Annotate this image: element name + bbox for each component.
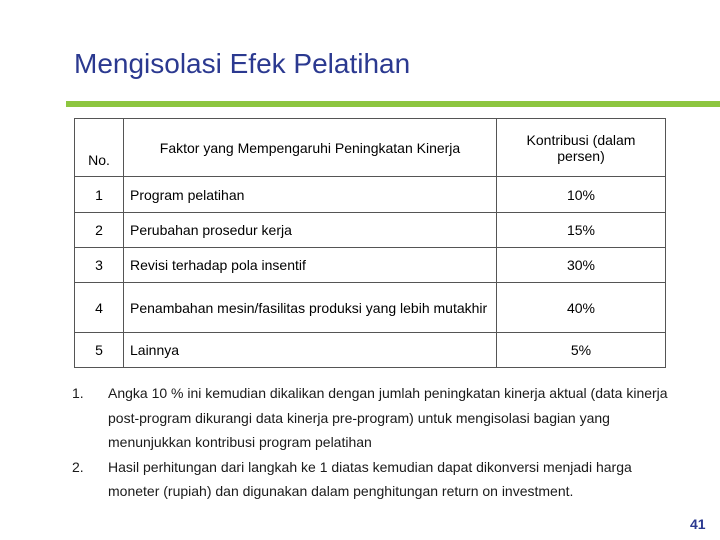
row-contribution: 40%	[497, 283, 666, 333]
row-contribution: 5%	[497, 333, 666, 368]
row-factor: Perubahan prosedur kerja	[124, 213, 497, 248]
row-number: 2	[75, 213, 124, 248]
row-factor: Lainnya	[124, 333, 497, 368]
row-contribution: 10%	[497, 177, 666, 213]
row-contribution: 15%	[497, 213, 666, 248]
note-text: Angka 10 % ini kemudian dikalikan dengan jumlah peningkatan kinerja aktual (data kinerja post-program dikurangi data kinerja pre-program) untuk mengisolasi bagian yang menunjukkan kontribusi program pelatihan	[108, 385, 668, 450]
table-row	[75, 213, 666, 248]
table-header-row	[75, 119, 666, 177]
note-number: 1.	[72, 385, 84, 401]
table-row	[75, 248, 666, 283]
note-item	[72, 381, 672, 455]
notes-list	[72, 381, 672, 504]
note-text: Hasil perhitungan dari langkah ke 1 diatas kemudian dapat dikonversi menjadi harga moneter (rupiah) dan digunakan dalam penghitungan return on investment.	[108, 458, 632, 499]
slide-title: Mengisolasi Efek Pelatihan	[74, 48, 411, 79]
row-number: 1	[75, 177, 124, 213]
header-contribution: Kontribusi (dalam persen)	[497, 119, 666, 177]
row-number: 5	[75, 333, 124, 368]
row-factor: Program pelatihan	[124, 177, 497, 213]
table-row	[75, 283, 666, 333]
table-row	[75, 177, 666, 213]
page-number: 41	[690, 516, 706, 532]
row-factor: Revisi terhadap pola insentif	[124, 248, 497, 283]
table-row	[75, 333, 666, 368]
row-number: 4	[75, 283, 124, 333]
row-factor: Penambahan mesin/fasilitas produksi yang lebih mutakhir	[124, 283, 497, 333]
header-factor: Faktor yang Mempengaruhi Peningkatan Kinerja	[124, 119, 497, 177]
note-item	[72, 455, 672, 504]
note-number: 2.	[72, 458, 84, 475]
row-number: 3	[75, 248, 124, 283]
contribution-table	[74, 118, 666, 368]
title-underline	[66, 101, 720, 107]
row-contribution: 30%	[497, 248, 666, 283]
header-no: No.	[75, 119, 124, 177]
